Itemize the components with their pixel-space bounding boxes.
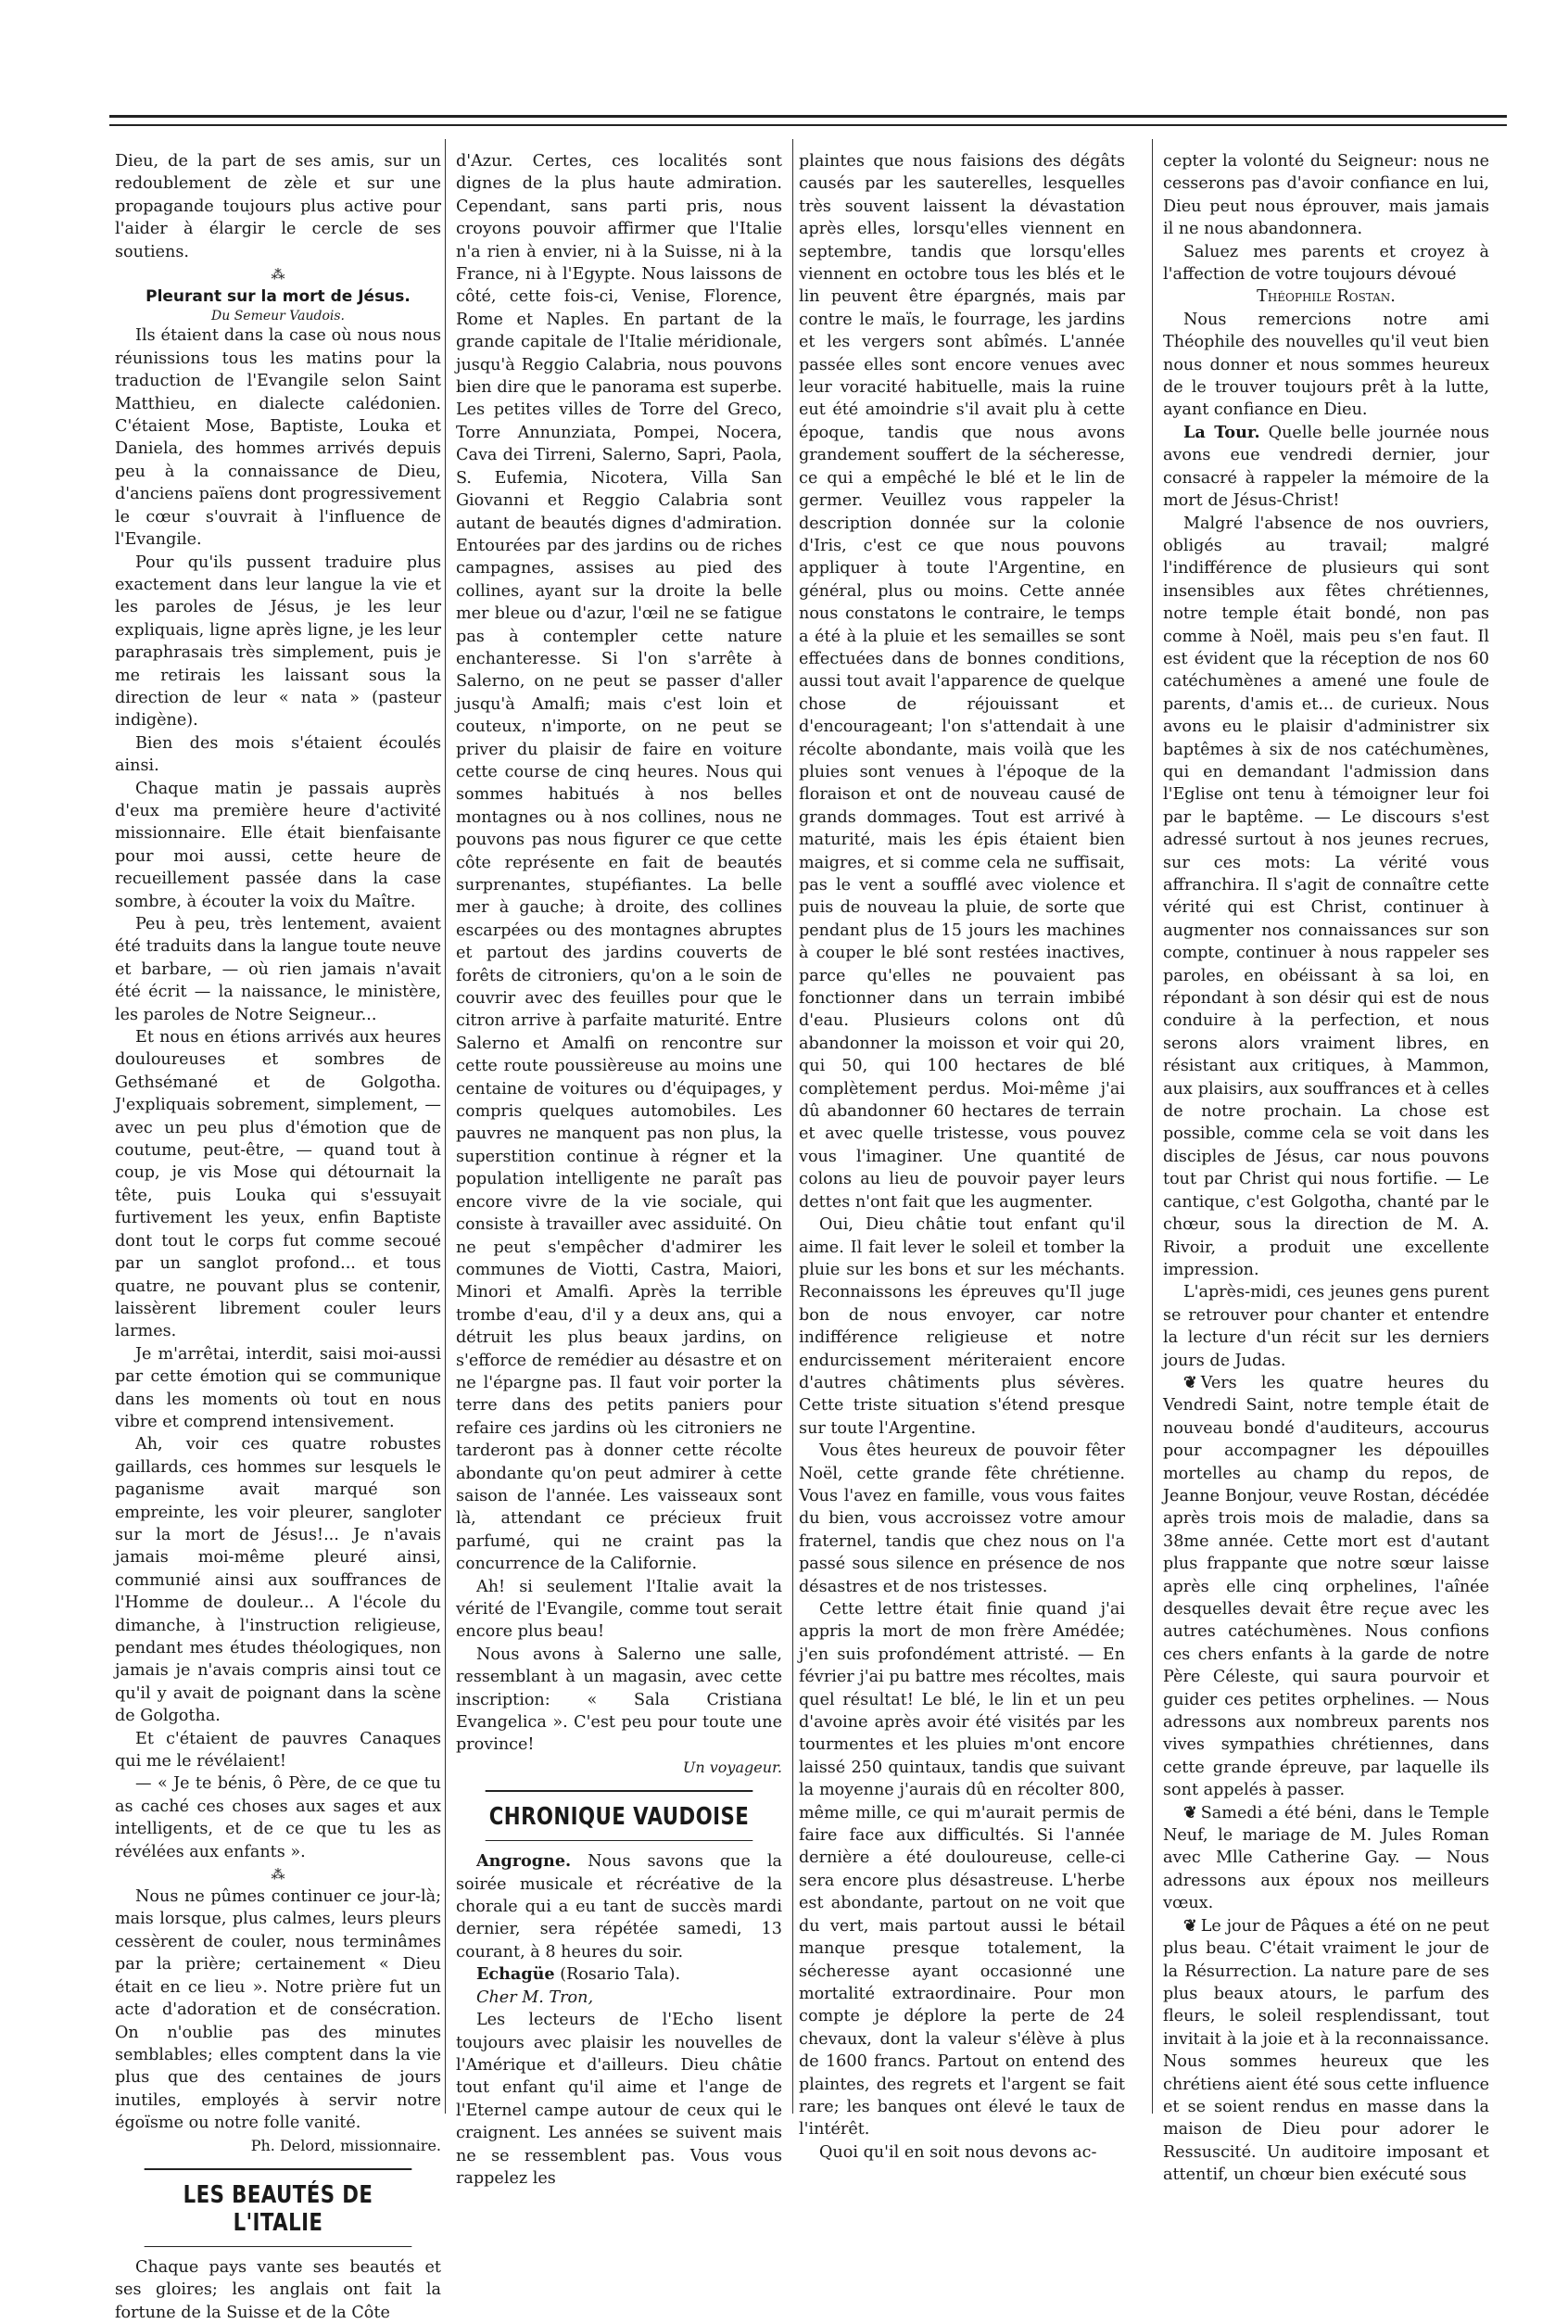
paragraph: plaintes que nous faisions des dégâts causés par les sauterelles, lesquelles très souvent laissent la dévastation après elles, lorsqu'elles viennent en septembre, tandis que lorsqu'elles viennent en octobre tous les blés et le lin peuvent être épargnés, mais par contre le maïs, le fourrage, les jardins et les vergers sont abîmés. L'année passée elles sont encore venues avec leur voracité habituelle, mais la ruine eut été amoindrie s'il avait plu à cette époque, tandis que nous avons grandement souffert de la sécheresse, ce qui a empêché le blé et le lin de germer. Veuillez vous rappeler la description donnée sur la colonie d'Iris, c'est ce que nous pouvons appliquer à toute l'Argentine, en général, plus ou moins. Cette année nous constatons le contraire, le temps a été à la pluie et les semailles se sont effectuées dans de bonnes conditions, aussi tout avait l'apparence de quelque chose de réjouissant et d'encourageant; l'on s'attendait à une récolte abondante, mais voilà que les pluies sont venues à l'époque de la floraison et ont de nouveau causé de grands dommages. Tout est arrivé à maturité, mais les épis étaient bien maigres, et si comme cela ne suffisait, pas le vent a soufflé avec violence et puis de nouveau la pluie, de sorte que pendant plus de 15 jours les machines à couper le blé sont restées inactives, parce qu'elles ne pouvaient pas fonctionner dans un terrain imbibé d'eau. Plusieurs colons ont dû abandonner la moisson et voir qui 20, qui 50, qui 100 hectares de blé complètement perdus. Moi-même j'ai dû abandonner 60 hectares de terrain et avec quelle tristesse, vous pouvez vous l'imaginer. Une quantité de colons au lieu de pouvoir payer leurs dettes n'ont fait que les augmenter. [799, 152, 1125, 1212]
place-name: Echagüe [476, 1964, 555, 1985]
paragraph: Et c'étaient de pauvres Canaques qui me le révélaient! [115, 1729, 441, 1772]
section-separator: ⁂ [271, 266, 285, 284]
ornament-icon: ❦ [1183, 1802, 1197, 1822]
news-text: Vers les quatre heures du Vendredi Saint, notre temple était de nouveau bondé d'auditeurs, accourus pour accompagner les dépouilles mortelles au champ du repos, de Jeanne Bonjour, veuve Rostan, décédée après trois mois de maladie, dans sa 38me année. Cette mort est d'autant plus frappante que notre sœur laisse après elle cinq orphelines, l'aînée desquelles devait être reçue avec les autres catéchumènes. Nous confions ces chers enfants à la garde de notre Père Céleste, qui saura pourvoir et guider ces petites orphelines. — Nous adressons aux nombreux parents nos vives sympathies chrétiennes, dans cette grande épreuve, par laquelle ils sont appelés à passer. [1163, 1373, 1489, 1800]
paragraph: L'après-midi, ces jeunes gens purent se retrouver pour chanter et entendre la lecture d'un récit sur les derniers jours de Judas. [1163, 1283, 1489, 1370]
signature: Un voyageur. [682, 1758, 782, 1776]
paragraph: — « Je te bénis, ô Père, de ce que tu as caché ces choses aux sages et aux intelligents, et de ce que tu les as révélées aux enfants ». [115, 1774, 441, 1861]
news-item [1163, 1372, 1489, 1802]
paragraph: Saluez mes parents et croyez à l'affection de votre toujours dévoué [1163, 242, 1489, 285]
news-item [1163, 1802, 1489, 1915]
news-text: (Rosario Tala). [554, 1965, 681, 1985]
paragraph: Chaque pays vante ses beautés et ses gloires; les anglais ont fait la fortune de la Suisse et de la Côte [115, 2257, 441, 2322]
signature: Ph. Delord, missionnaire. [250, 2136, 441, 2154]
paragraph: Dieu, de la part de ses amis, sur un redoublement de zèle et sur une propagande toujours plus active pour l'aider à élargir le cercle de ses soutiens. [115, 152, 441, 261]
section-separator: ⁂ [271, 1866, 285, 1884]
paragraph: Ils étaient dans la case où nous nous réunissions tous les matins pour la traduction de l'Evangile selon Saint Matthieu, en dialecte calédonien. C'étaient Mose, Baptiste, Louka et Daniela, des hommes arrivés depuis peu à la connaissance de Dieu, d'anciens païens dont progressivement le cœur s'ouvrait à l'influence de l'Evangile. [115, 326, 441, 550]
paragraph: Nous ne pûmes continuer ce jour-là; mais lorsque, plus calmes, leurs pleurs cessèrent de couler, nous terminâmes par la prière; certainement « Dieu était en ce lieu ». Notre prière fut un acte d'adoration et de consécration. On n'oublie pas des minutes semblables; elles comptent dans la vie plus que des centaines de jours inutiles, employés à servir notre égoïsme ou notre folle vanité. [115, 1887, 441, 2133]
paragraph: Je m'arrêtai, interdit, saisi moi-aussi par cette émotion qui se communique dans les moments où tout en nous vibre et comprend intensivement. [115, 1344, 441, 1431]
paragraph: Vous êtes heureux de pouvoir fêter Noël, cette grande fête chrétienne. Vous l'avez en famille, vous vous faites du bien, vous accroissez votre amour fraternel, tandis que chez nous on l'a passé sous silence en présence de nos désastres et de nos tristesses. [799, 1441, 1125, 1596]
paragraph: Malgré l'absence de nos ouvriers, obligés au travail; malgré l'indifférence de plusieurs qui sont insensibles aux fêtes chrétiennes, notre temple était bondé, non pas comme à Noël, mais peu s'en faut. Il est évident que la réception de nos 60 catéchumènes a amené une foule de parents, d'amis et... de curieux. Nous avons eu le plaisir d'administrer six baptêmes à six de nos catéchumènes, qui en demandant l'admission dans l'Eglise ont tenu à témoigner leur foi par le baptême. — Le discours s'est adressé surtout à nos jeunes recrues, sur ces mots: La vérité vous affranchira. Il s'agit de connaître cette vérité qui est Christ, continuer à augmenter nos connaissances sur son compte, continuer à nous rappeler ses paroles, en obéissant à sa loi, en répondant à son désir qui est de nous conduire à la perfection, et nous serons alors vraiment libres, en résistant aux critiques, à Mammon, aux plaisirs, aux souffrances et à celles de notre prochain. La chose est possible, comme cela se voit dans les disciples de Jésus, car nous pouvons tout par Christ qui nous fortifie. — Le cantique, c'est Golgotha, chanté par le chœur, sous la direction de M. A. Rivoir, a produit une excellente impression. [1163, 514, 1489, 1279]
paragraph: Quoi qu'il en soit nous devons ac- [819, 2142, 1097, 2162]
news-item [456, 1963, 782, 1986]
news-text: Samedi a été béni, dans le Temple Neuf, le mariage de M. Jules Roman avec Mlle Catherine Gay. — Nous adressons aux époux nos meilleurs vœux. [1163, 1803, 1489, 1913]
paragraph: cepter la volonté du Seigneur: nous ne cesserons pas d'avoir confiance en lui, Dieu peut nous éprouver, mais jamais il ne nous abandonnera. [1163, 152, 1489, 239]
news-text: Nous savons que la soirée musicale et récréative de la chorale qui a eu tant de succès mardi dernier, sera répétée samedi, 13 courant, à 8 heures du soir. [456, 1852, 782, 1962]
news-item [1163, 1915, 1489, 2187]
news-text: Le jour de Pâques a été on ne peut plus beau. C'était vraiment le jour de la Résurrection. La nature pare de ses plus beaux atours, le parfum des fleurs, le soleil resplendissant, tout invitait à la joie et à la reconnaissance. Nous sommes heureux que les chrétiens aient été sous cette influence et se soient rendus en masse dans la maison de Dieu pour adorer le Ressuscité. Un auditoire imposant et attentif, un chœur bien exécuté sous [1163, 1916, 1489, 2185]
paragraph: Chaque matin je passais auprès d'eux ma première heure d'activité missionnaire. Elle était bienfaisante pour moi aussi, cette heure de recueillement passée dans la case sombre, à écouter la voix du Maître. [115, 779, 441, 911]
signature: Théophile Rostan. [1257, 287, 1396, 307]
letter-salutation: Cher M. Tron, [476, 1987, 594, 2007]
news-text: Quelle belle journée nous avons eue vendredi dernier, jour consacré à rappeler la mémoire de la mort de Jésus-Christ! [1163, 423, 1489, 511]
column-4 [1163, 150, 1489, 2187]
paragraph: d'Azur. Certes, ces localités sont dignes de la plus haute admiration. Cependant, sans parti pris, nous croyons pouvoir affirmer que l'Italie n'a rien à envier, ni à la Suisse, ni à la France, ni à l'Egypte. Nous laissons de côté, cette fois-ci, Venise, Florence, Rome et Naples. En partant de la grande capitale de l'Italie méridionale, jusqu'à Reggio Calabria, nous pouvons bien dire que le panorama est superbe. Les petites villes de Torre del Greco, Torre Annunziata, Pompei, Nocera, Cava dei Tirreni, Salerno, Sapri, Paola, S. Eufemia, Nicotera, Villa San Giovanni et Reggio Calabria sont autant de beautés dignes d'admiration. Entourées par des jardins ou de riches campagnes, assises au pied des collines, ayant sur la droite la belle mer bleue ou d'azur, l'œil ne se fatigue pas à contempler cette nature enchanteresse. Si l'on s'arrête à Salerno, on ne peut se passer d'aller jusqu'à Amalfi; mais c'est loin et couteux, n'importe, on ne peut se priver du plaisir de faire en voiture cette course de cinq heures. Nous qui sommes habitués à nos belles montagnes ou à nos collines, nous ne pouvons pas nous figurer ce que cette côte représente en fait de beautés surprenantes, stupéfiantes. La belle mer à gauche; à droite, des collines escarpées ou des montagnes abruptes et partout des jardins couverts de forêts de citroniers, qu'on a le soin de couvrir avec des feuilles pour que le citron arrive à parfaite maturité. Entre Salerno et Amalfi on rencontre sur cette route poussièreuse au moins une centaine de voitures ou d'équipages, y compris quelques automobiles. Les pauvres ne manquent pas non plus, la superstition continue à régner et la population intelligente ne paraît pas encore vivre de la vie sociale, qui consiste à travailler avec assiduité. On ne peut s'empêcher d'admirer les communes de Viotti, Castra, Maiori, Minori et Amalfi. Après la terrible trombe d'eau, d'il y a deux ans, qui a détruit les plus beaux jardins, on s'efforce de remédier au désastre et on ne l'épargne pas. Il faut voir porter la terre dans des petits paniers pour refaire ces jardins où les citroniers ne tarderont pas à donner cette récolte abondante qu'on peut admirer à cette saison de l'année. Les vaisseaux sont là, attendant ce précieux fruit parfumé, qui ne craint pas la concurrence de la Californie. [456, 152, 782, 1574]
column-1 [115, 150, 441, 2324]
article-source: Du Semeur Vaudois. [211, 309, 345, 324]
place-name: Angrogne. [476, 1851, 572, 1872]
paragraph: Bien des mois s'étaient écoulés ainsi. [115, 733, 441, 776]
paragraph: Ah, voir ces quatre robustes gaillards, ces hommes sur lesquels le paganisme avait marqué son empreinte, les voir pleurer, sangloter sur la mort de Jésus!... Je n'avais jamais moi-même pleuré ainsi, communié ainsi aux souffrances de l'Homme de douleur... A l'école du dimanche, à l'instruction religieuse, pendant mes études théologiques, non jamais je n'avais compris ainsi tout ce qu'il y avait de poignant dans la scène de Golgotha. [115, 1435, 441, 1726]
paragraph: Nous avons à Salerno une salle, ressemblant à un magasin, avec cette inscription: « Sala Cristiana Evangelica ». C'est peu pour toute une province! [456, 1645, 782, 1755]
column-divider [445, 139, 446, 2114]
top-rule [109, 115, 1507, 126]
ornament-icon: ❦ [1183, 1372, 1197, 1392]
paragraph: Peu à peu, très lentement, avaient été traduits dans la langue toute neuve et barbare, — où rien jamais n'avait été écrit — la naissance, le ministère, les paroles de Notre Seigneur... [115, 915, 441, 1024]
column-3 [799, 150, 1125, 2164]
place-name: La Tour. [1183, 422, 1260, 442]
paragraph: Les lecteurs de l'Echo lisent toujours avec plaisir les nouvelles de l'Amérique et d'ailleurs. Dieu châtie tout enfant qu'il aime et l'ange de l'Eternel campe autour de ceux qui le craignent. Les années se suivent mais ne se ressemblent pas. Vous vous rappelez les [456, 2011, 782, 2188]
article-title: Pleurant sur la mort de Jésus. [145, 287, 411, 307]
paragraph: Cette lettre était finie quand j'ai appris la mort de mon frère Amédée; j'en suis profondément attristé. — En février j'ai pu battre mes récoltes, mais quel résultat! Le blé, le lin et un peu d'avoine après avoir été visités par les tourmentes et les pluies m'ont encore laissé 250 quintaux, tandis que suivant la moyenne j'aurais dû en récolter 800, même mille, ce qui m'aurait permis de faire face aux difficultés. Si l'année dernière a été douloureuse, celle-ci sera encore plus désastreuse. L'herbe est abondante, partout on ne voit que du vert, mais partout aussi le bétail manque presque totalement, la sécheresse ayant occasionné une mortalité extraordinaire. Pour mon compte je déplore la perte de 24 chevaux, dont la valeur s'élève à plus de 1600 francs. Partout on entend des plaintes, des regrets et l'argent se fait rare; les banques ont élevé le taux de l'intérêt. [799, 1600, 1125, 2140]
paragraph: Et nous en étions arrivés aux heures douloureuses et sombres de Gethsémané et de Golgotha. J'expliquais sobrement, simplement, — avec un peu plus d'émotion que de coutume, peut-être, — quand tout à coup, je vis Mose qui détournait la tête, puis Louka qui s'essuyait furtivement les yeux, enfin Baptiste dont tout le corps fut comme secoué par un sanglot profond... et tous quatre, ne pouvant plus se contenir, laissèrent librement couler leurs larmes. [115, 1028, 441, 1341]
ornament-icon: ❦ [1183, 1915, 1197, 1936]
paragraph: Nous remercions notre ami Théophile des nouvelles qu'il veut bien nous donner et nous sommes heureux de le trouver toujours prêt à la lutte, ayant confiance en Dieu. [1163, 310, 1489, 420]
column-2 [456, 150, 782, 2190]
paragraph: Ah! si seulement l'Italie avait la vérité de l'Evangile, comme tout serait encore plus beau! [456, 1577, 782, 1642]
news-item [456, 1850, 782, 1963]
section-title: LES BEAUTÉS DE L'ITALIE [145, 2168, 412, 2247]
paragraph: Pour qu'ils pussent traduire plus exactement dans leur langue la vie et les paroles de Jésus, je les leur expliquais, ligne après ligne, je les leur paraphrasais très simplement, puis je me retirais les laissant sous la direction de leur « nata » (pasteur indigène). [115, 552, 441, 730]
paragraph: Oui, Dieu châtie tout enfant qu'il aime. Il fait lever le soleil et tomber la pluie sur les bons et sur les méchants. Reconnaissons les épreuves qu'Il juge bon de nous envoyer, car notre indifférence religieuse et notre endurcissement mériteraient encore d'autres châtiments plus sévères. Cette triste situation s'étend presque sur toute l'Argentine. [799, 1215, 1125, 1438]
column-divider [1152, 139, 1153, 2114]
news-item [1163, 422, 1489, 513]
column-divider [792, 139, 793, 2114]
section-title: CHRONIQUE VAUDOISE [486, 1790, 753, 1841]
